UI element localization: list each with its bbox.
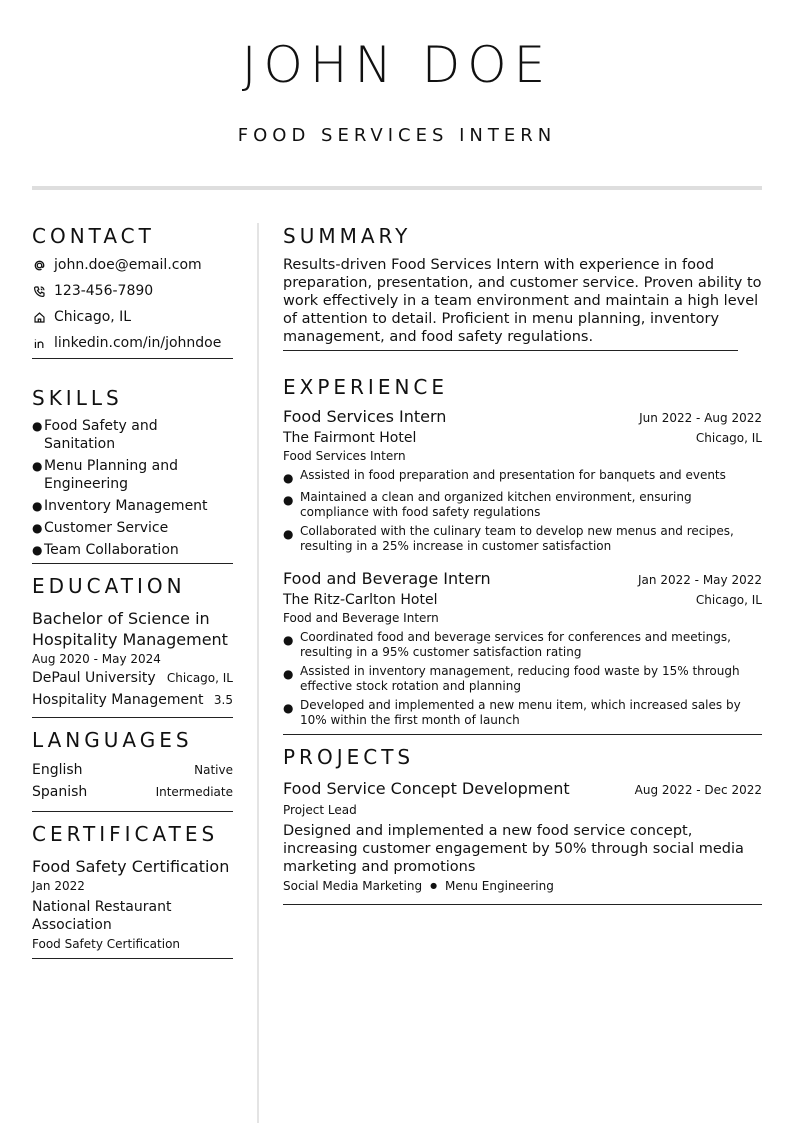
job-bullet: ● Developed and implemented a new menu item, which increased sales by 10% within the first month of launch — [283, 698, 741, 727]
skills-title: SKILLS — [32, 386, 123, 410]
skill-item: ● Menu Planning and Engineering — [32, 458, 178, 492]
experience-divider — [283, 734, 762, 735]
education-major: Hospitality Management — [32, 692, 204, 708]
education-title: EDUCATION — [32, 574, 186, 598]
skill-item: ● Team Collaboration — [32, 542, 179, 558]
job-title: Food Services Intern — [283, 407, 447, 426]
job-title: Food and Beverage Intern — [283, 569, 491, 588]
project-tag: Social Media Marketing — [283, 879, 423, 893]
job-company: The Fairmont Hotel — [283, 430, 417, 446]
education-degree: Bachelor of Science in Hospitality Management — [32, 609, 228, 649]
job-header — [283, 568, 762, 590]
language-item — [32, 759, 233, 781]
at-icon — [32, 258, 46, 272]
certificate-date: Jan 2022 — [32, 879, 85, 893]
job-bullet: ● Assisted in inventory management, reducing food waste by 15% through effective stock rotation and planning — [283, 664, 740, 693]
education-divider — [32, 717, 233, 718]
job-location: Chicago, IL — [695, 431, 762, 445]
certificates-divider — [32, 958, 233, 959]
contact-linkedin[interactable] — [32, 330, 233, 356]
contact-email-text: john.doe@email.com — [54, 257, 202, 273]
job-entry — [283, 406, 762, 554]
project-name: Food Service Concept Development — [283, 779, 570, 798]
contact-location-text: Chicago, IL — [54, 309, 132, 325]
education-section — [32, 572, 233, 718]
contact-divider — [32, 358, 233, 359]
language-name: English — [32, 762, 83, 778]
languages-section — [32, 726, 233, 812]
projects-section — [283, 743, 762, 905]
job-header — [283, 406, 762, 428]
language-level: Intermediate — [155, 785, 233, 799]
contact-section — [32, 222, 233, 359]
project-tags — [283, 878, 762, 894]
skill-item: ● Customer Service — [32, 520, 169, 536]
project-role: Project Lead — [283, 803, 357, 817]
skills-divider — [32, 563, 233, 564]
job-bullet: ● Assisted in food preparation and presentation for banquets and events — [283, 468, 726, 485]
languages-divider — [32, 811, 233, 812]
certificate-issuer: National Restaurant Association — [32, 899, 172, 933]
certificates-section — [32, 820, 233, 959]
linkedin-icon — [32, 336, 46, 350]
job-role: Food Services Intern — [283, 449, 406, 463]
education-gpa: 3.5 — [213, 693, 233, 707]
certificate-name: Food Safety Certification — [32, 857, 230, 876]
project-description: Designed and implemented a new food service concept, increasing customer engagement by 50% through social media marketing and promotions — [283, 823, 744, 875]
tag-separator: ● — [430, 881, 438, 890]
experience-title: EXPERIENCE — [283, 375, 449, 399]
job-entry — [283, 568, 762, 728]
projects-divider — [283, 904, 762, 905]
summary-title: SUMMARY — [283, 224, 412, 248]
home-icon — [32, 310, 46, 324]
right-column — [283, 222, 762, 905]
project-dates: Aug 2022 - Dec 2022 — [634, 783, 762, 797]
education-dates: Aug 2020 - May 2024 — [32, 652, 161, 666]
language-item — [32, 781, 233, 803]
languages-title: LANGUAGES — [32, 728, 193, 752]
job-location: Chicago, IL — [695, 593, 762, 607]
header-divider — [32, 186, 762, 190]
contact-phone-text: 123-456-7890 — [54, 283, 154, 299]
projects-title: PROJECTS — [283, 745, 415, 769]
left-column — [32, 222, 233, 959]
job-company: The Ritz-Carlton Hotel — [283, 592, 438, 608]
certificates-title: CERTIFICATES — [32, 822, 219, 846]
contact-location — [32, 304, 233, 330]
summary-divider — [283, 350, 738, 351]
language-level: Native — [194, 763, 233, 777]
job-company-row — [283, 428, 762, 448]
candidate-name: JOHN DOE — [241, 36, 553, 94]
job-company-row — [283, 590, 762, 610]
summary-section — [283, 222, 762, 351]
skill-item: ● Inventory Management — [32, 498, 208, 514]
contact-email[interactable] — [32, 252, 233, 278]
job-dates: Jun 2022 - Aug 2022 — [639, 411, 762, 425]
summary-text: Results-driven Food Services Intern with experience in food preparation, presentation, and customer service. Proven ability to work effectively in a team environment and maintain a high level of attention to detail. Proficient in menu planning, inventory management, and food safety regulations. — [283, 257, 762, 345]
job-bullet: ● Coordinated food and beverage services for conferences and meetings, resulting in a 95% customer satisfaction rating — [283, 630, 731, 659]
contact-title: CONTACT — [32, 224, 155, 248]
certificate-detail: Food Safety Certification — [32, 937, 181, 951]
education-location: Chicago, IL — [166, 671, 233, 685]
job-bullet: ● Collaborated with the culinary team to develop new menus and recipes, resulting in a 25% increase in customer satisfaction — [283, 524, 734, 553]
education-major-row — [32, 689, 233, 711]
project-tag: Menu Engineering — [445, 879, 554, 893]
education-school-row — [32, 667, 233, 689]
column-divider — [257, 223, 259, 1123]
experience-section — [283, 373, 762, 735]
project-header — [283, 778, 762, 800]
contact-phone[interactable] — [32, 278, 233, 304]
education-school: DePaul University — [32, 670, 156, 686]
candidate-role: FOOD SERVICES INTERN — [237, 125, 557, 146]
job-role: Food and Beverage Intern — [283, 611, 439, 625]
job-bullet: ● Maintained a clean and organized kitchen environment, ensuring compliance with food safety regulations — [283, 490, 692, 519]
skill-item: ● Food Safety and Sanitation — [32, 418, 158, 452]
language-name: Spanish — [32, 784, 88, 800]
contact-linkedin-text: linkedin.com/in/johndoe — [54, 335, 222, 351]
skills-section — [32, 384, 233, 564]
phone-icon — [32, 284, 46, 298]
job-dates: Jan 2022 - May 2022 — [638, 573, 762, 587]
